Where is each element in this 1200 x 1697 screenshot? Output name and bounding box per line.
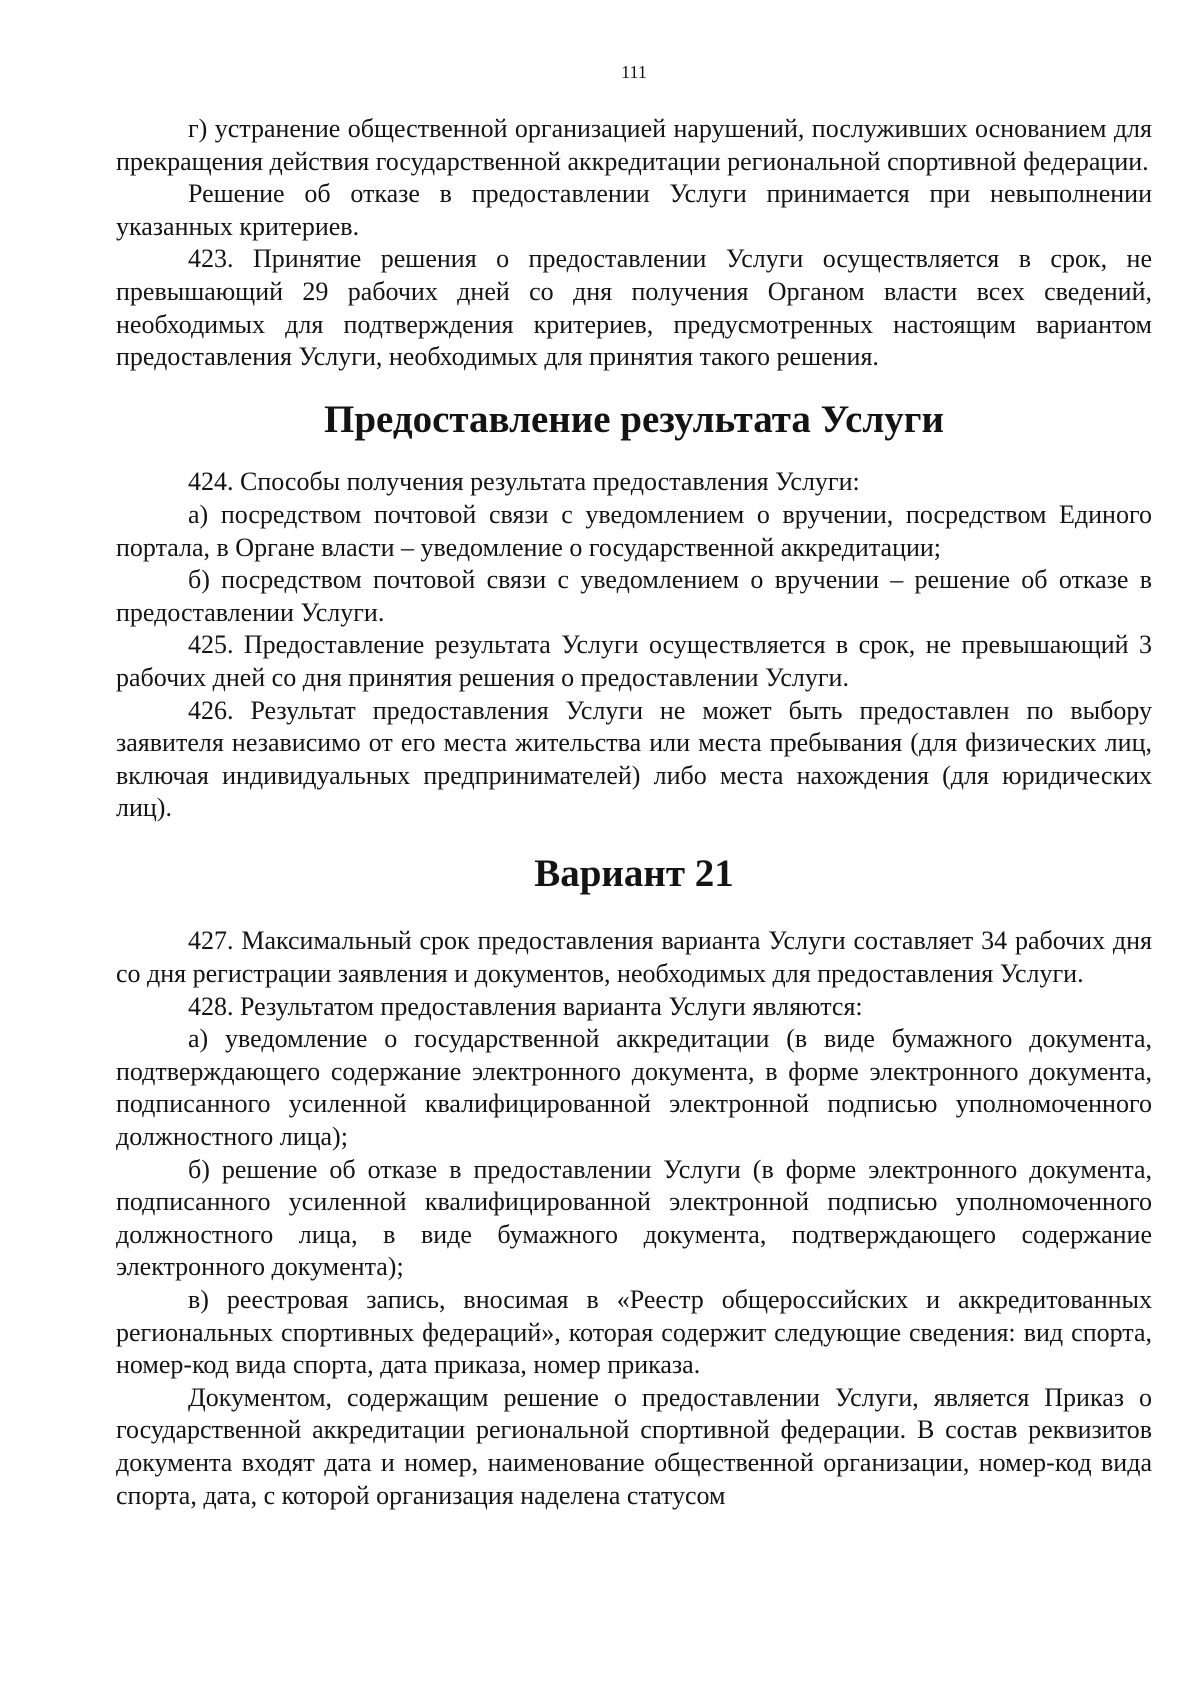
section-heading-result-provision: Предоставление результата Услуги	[324, 397, 944, 441]
paragraph-refusal-decision: Решение об отказе в предоставлении Услуги принимается при невыполнении указанных критериев.	[116, 179, 1152, 241]
paragraph-428: 428. Результатом предоставления варианта Услуги являются:	[188, 991, 863, 1021]
paragraph-428-b: б) решение об отказе в предоставлении Услуги (в форме электронного документа, подписанного усиленной квалифицированной электронной подписью уполномоченного должностного лица, в виде бумажного документа, подтверждающего содержание электронного документа);	[116, 1154, 1152, 1282]
document-page	[116, 60, 1152, 1512]
paragraph-425: 425. Предоставление результата Услуги осуществляется в срок, не превышающий 3 рабочих дней со дня принятия решения о предоставлении Услуги.	[116, 630, 1152, 692]
section-heading-variant-21: Вариант 21	[534, 851, 734, 895]
paragraph-g-elimination: г) устранение общественной организацией нарушений, послуживших основанием для прекращения действия государственной аккредитации региональной спортивной федерации.	[116, 114, 1152, 176]
paragraph-423: 423. Принятие решения о предоставлении Услуги осуществляется в срок, не превышающий 29 рабочих дней со дня получения Органом власти всех сведений, необходимых для подтверждения критериев, предусмотренных настоящим вариантом предоставления Услуги, необходимых для принятия такого решения.	[116, 244, 1152, 372]
page-number: 111	[621, 62, 647, 82]
paragraph-424-a: а) посредством почтовой связи с уведомлением о вручении, посредством Единого портала, в Органе власти – уведомление о государственной аккредитации;	[116, 499, 1152, 562]
paragraph-428-a: а) уведомление о государственной аккредитации (в виде бумажного документа, подтверждающего содержание электронного документа, в форме электронного документа, подписанного усиленной квалифицированной электронной подписью уполномоченного должностного лица);	[116, 1024, 1152, 1152]
paragraph-426: 426. Результат предоставления Услуги не может быть предоставлен по выбору заявителя независимо от его места жительства или места пребывания (для физических лиц, включая индивидуальных предпринимателей) либо места нахождения (для юридических лиц).	[116, 695, 1152, 823]
paragraph-428-v: в) реестровая запись, вносимая в «Реестр общероссийских и аккредитованных региональных спортивных федераций», которая содержит следующие сведения: вид спорта, номер-код вида спорта, дата приказа, номер приказа.	[116, 1285, 1152, 1380]
paragraph-order-document: Документом, содержащим решение о предоставлении Услуги, является Приказ о государственной аккредитации региональной спортивной федерации. В состав реквизитов документа входят дата и номер, наименование общественной организации, номер-код вида спорта, дата, с которой организация наделена статусом	[116, 1382, 1152, 1510]
paragraph-427: 427. Максимальный срок предоставления варианта Услуги составляет 34 рабочих дня со дня регистрации заявления и документов, необходимых для предоставления Услуги.	[116, 926, 1152, 989]
paragraph-424: 424. Способы получения результата предоставления Услуги:	[188, 467, 860, 497]
paragraph-424-b: б) посредством почтовой связи с уведомлением о вручении – решение об отказе в предоставлении Услуги.	[116, 565, 1152, 627]
